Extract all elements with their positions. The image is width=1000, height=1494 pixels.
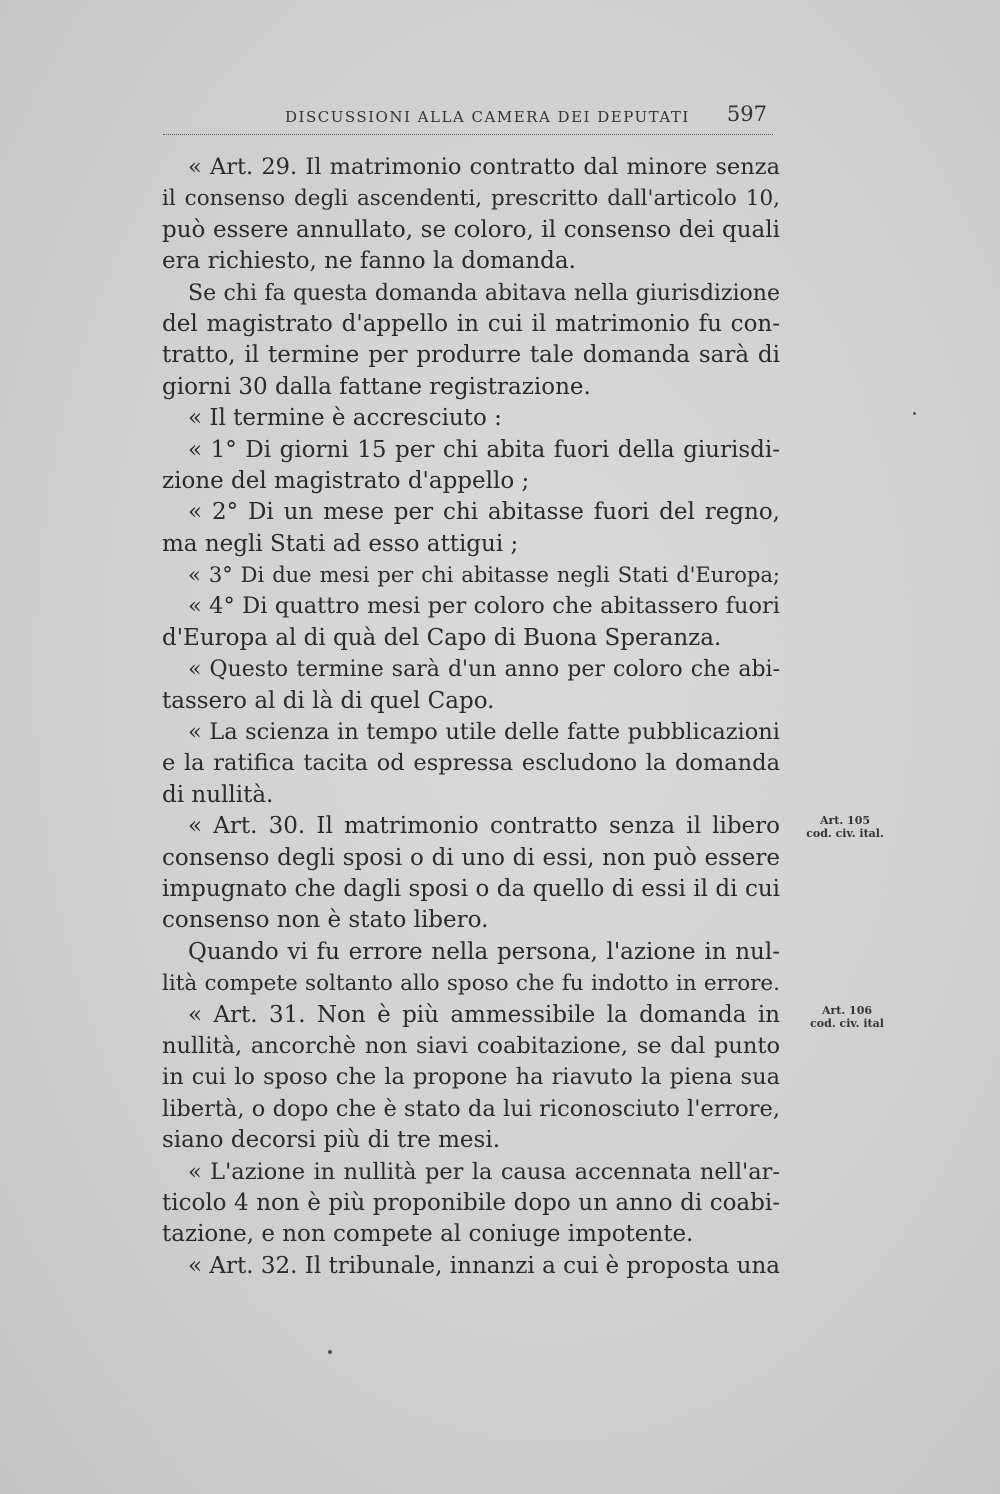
text-line: « 4° Di quattro mesi per coloro che abitassero fuori bbox=[188, 593, 780, 620]
text-line: era richiesto, ne fanno la domanda. bbox=[162, 248, 576, 275]
text-line: può essere annullato, se coloro, il consenso dei quali bbox=[162, 216, 780, 243]
text-line: « 2° Di un mese per chi abitasse fuori del regno, bbox=[188, 499, 780, 526]
text-line: « Art. 32. Il tribunale, innanzi a cui è proposta una bbox=[188, 1252, 780, 1279]
text-line: giorni 30 dalla fattane registrazione. bbox=[162, 373, 591, 400]
text-line: lità compete soltanto allo sposo che fu indotto in errore. bbox=[162, 971, 780, 997]
text-line: tazione, e non compete al coniuge impotente. bbox=[162, 1221, 694, 1248]
margin-note-article: Art. 105 bbox=[819, 814, 871, 827]
margin-note bbox=[790, 814, 900, 840]
text-line: consenso non è stato libero. bbox=[162, 907, 489, 934]
text-line: « Art. 31. Non è più ammessibile la domanda in bbox=[188, 1001, 780, 1028]
running-title: DISCUSSIONI ALLA CAMERA DEI DEPUTATI bbox=[285, 108, 690, 126]
text-line: e la ratifica tacita od espressa escludono la domanda bbox=[162, 750, 780, 777]
paper-speck bbox=[913, 412, 916, 415]
margin-note-code: cod. civ. ital. bbox=[806, 827, 884, 840]
text-line: « La scienza in tempo utile delle fatte pubblicazioni bbox=[188, 719, 780, 746]
text-line: « Art. 30. Il matrimonio contratto senza il libero bbox=[188, 813, 780, 840]
running-head bbox=[163, 100, 773, 135]
text-line: d'Europa al di quà del Capo di Buona Speranza. bbox=[162, 624, 722, 651]
text-line: del magistrato d'appello in cui il matrimonio fu con- bbox=[162, 310, 780, 337]
text-line: di nullità. bbox=[162, 781, 274, 808]
text-line: ticolo 4 non è più proponibile dopo un anno di coabi- bbox=[162, 1189, 780, 1216]
text-line: « 1° Di giorni 15 per chi abita fuori della giurisdi- bbox=[188, 436, 780, 463]
text-line: libertà, o dopo che è stato da lui riconosciuto l'errore, bbox=[162, 1095, 780, 1122]
text-line: impugnato che dagli sposi o da quello di essi il di cui bbox=[162, 875, 780, 902]
margin-note-code: cod. civ. ital bbox=[810, 1017, 884, 1030]
margin-note-article: Art. 106 bbox=[821, 1004, 873, 1017]
text-line: in cui lo sposo che la propone ha riavuto la piena sua bbox=[162, 1064, 780, 1091]
text-line: consenso degli sposi o di uno di essi, non può essere bbox=[162, 844, 780, 871]
text-line: Quando vi fu errore nella persona, l'azione in nul- bbox=[188, 938, 780, 965]
margin-note bbox=[792, 1004, 902, 1030]
text-line: Se chi fa questa domanda abitava nella giurisdizione bbox=[188, 280, 780, 306]
text-line: ma negli Stati ad esso attigui ; bbox=[162, 530, 519, 557]
text-line: « L'azione in nullità per la causa accennata nell'ar- bbox=[188, 1158, 780, 1185]
text-line: « Questo termine sarà d'un anno per coloro che abi- bbox=[188, 657, 780, 683]
text-line: siano decorsi più di tre mesi. bbox=[162, 1127, 501, 1154]
text-line: tratto, il termine per produrre tale domanda sarà di bbox=[162, 342, 780, 369]
text-line: il consenso degli ascendenti, prescritto dall'articolo 10, bbox=[162, 186, 780, 212]
text-line: tassero al di là di quel Capo. bbox=[162, 687, 495, 714]
text-line: « 3° Di due mesi per chi abitasse negli Stati d'Europa; bbox=[188, 563, 780, 588]
page-number: 597 bbox=[726, 102, 767, 126]
body-text bbox=[162, 152, 780, 1282]
text-line: nullità, ancorchè non siavi coabitazione, se dal punto bbox=[162, 1032, 780, 1059]
text-line: zione del magistrato d'appello ; bbox=[162, 467, 530, 494]
paper-speck bbox=[328, 1350, 332, 1354]
text-line: « Art. 29. Il matrimonio contratto dal minore senza bbox=[188, 154, 780, 180]
text-line: « Il termine è accresciuto : bbox=[188, 405, 502, 432]
